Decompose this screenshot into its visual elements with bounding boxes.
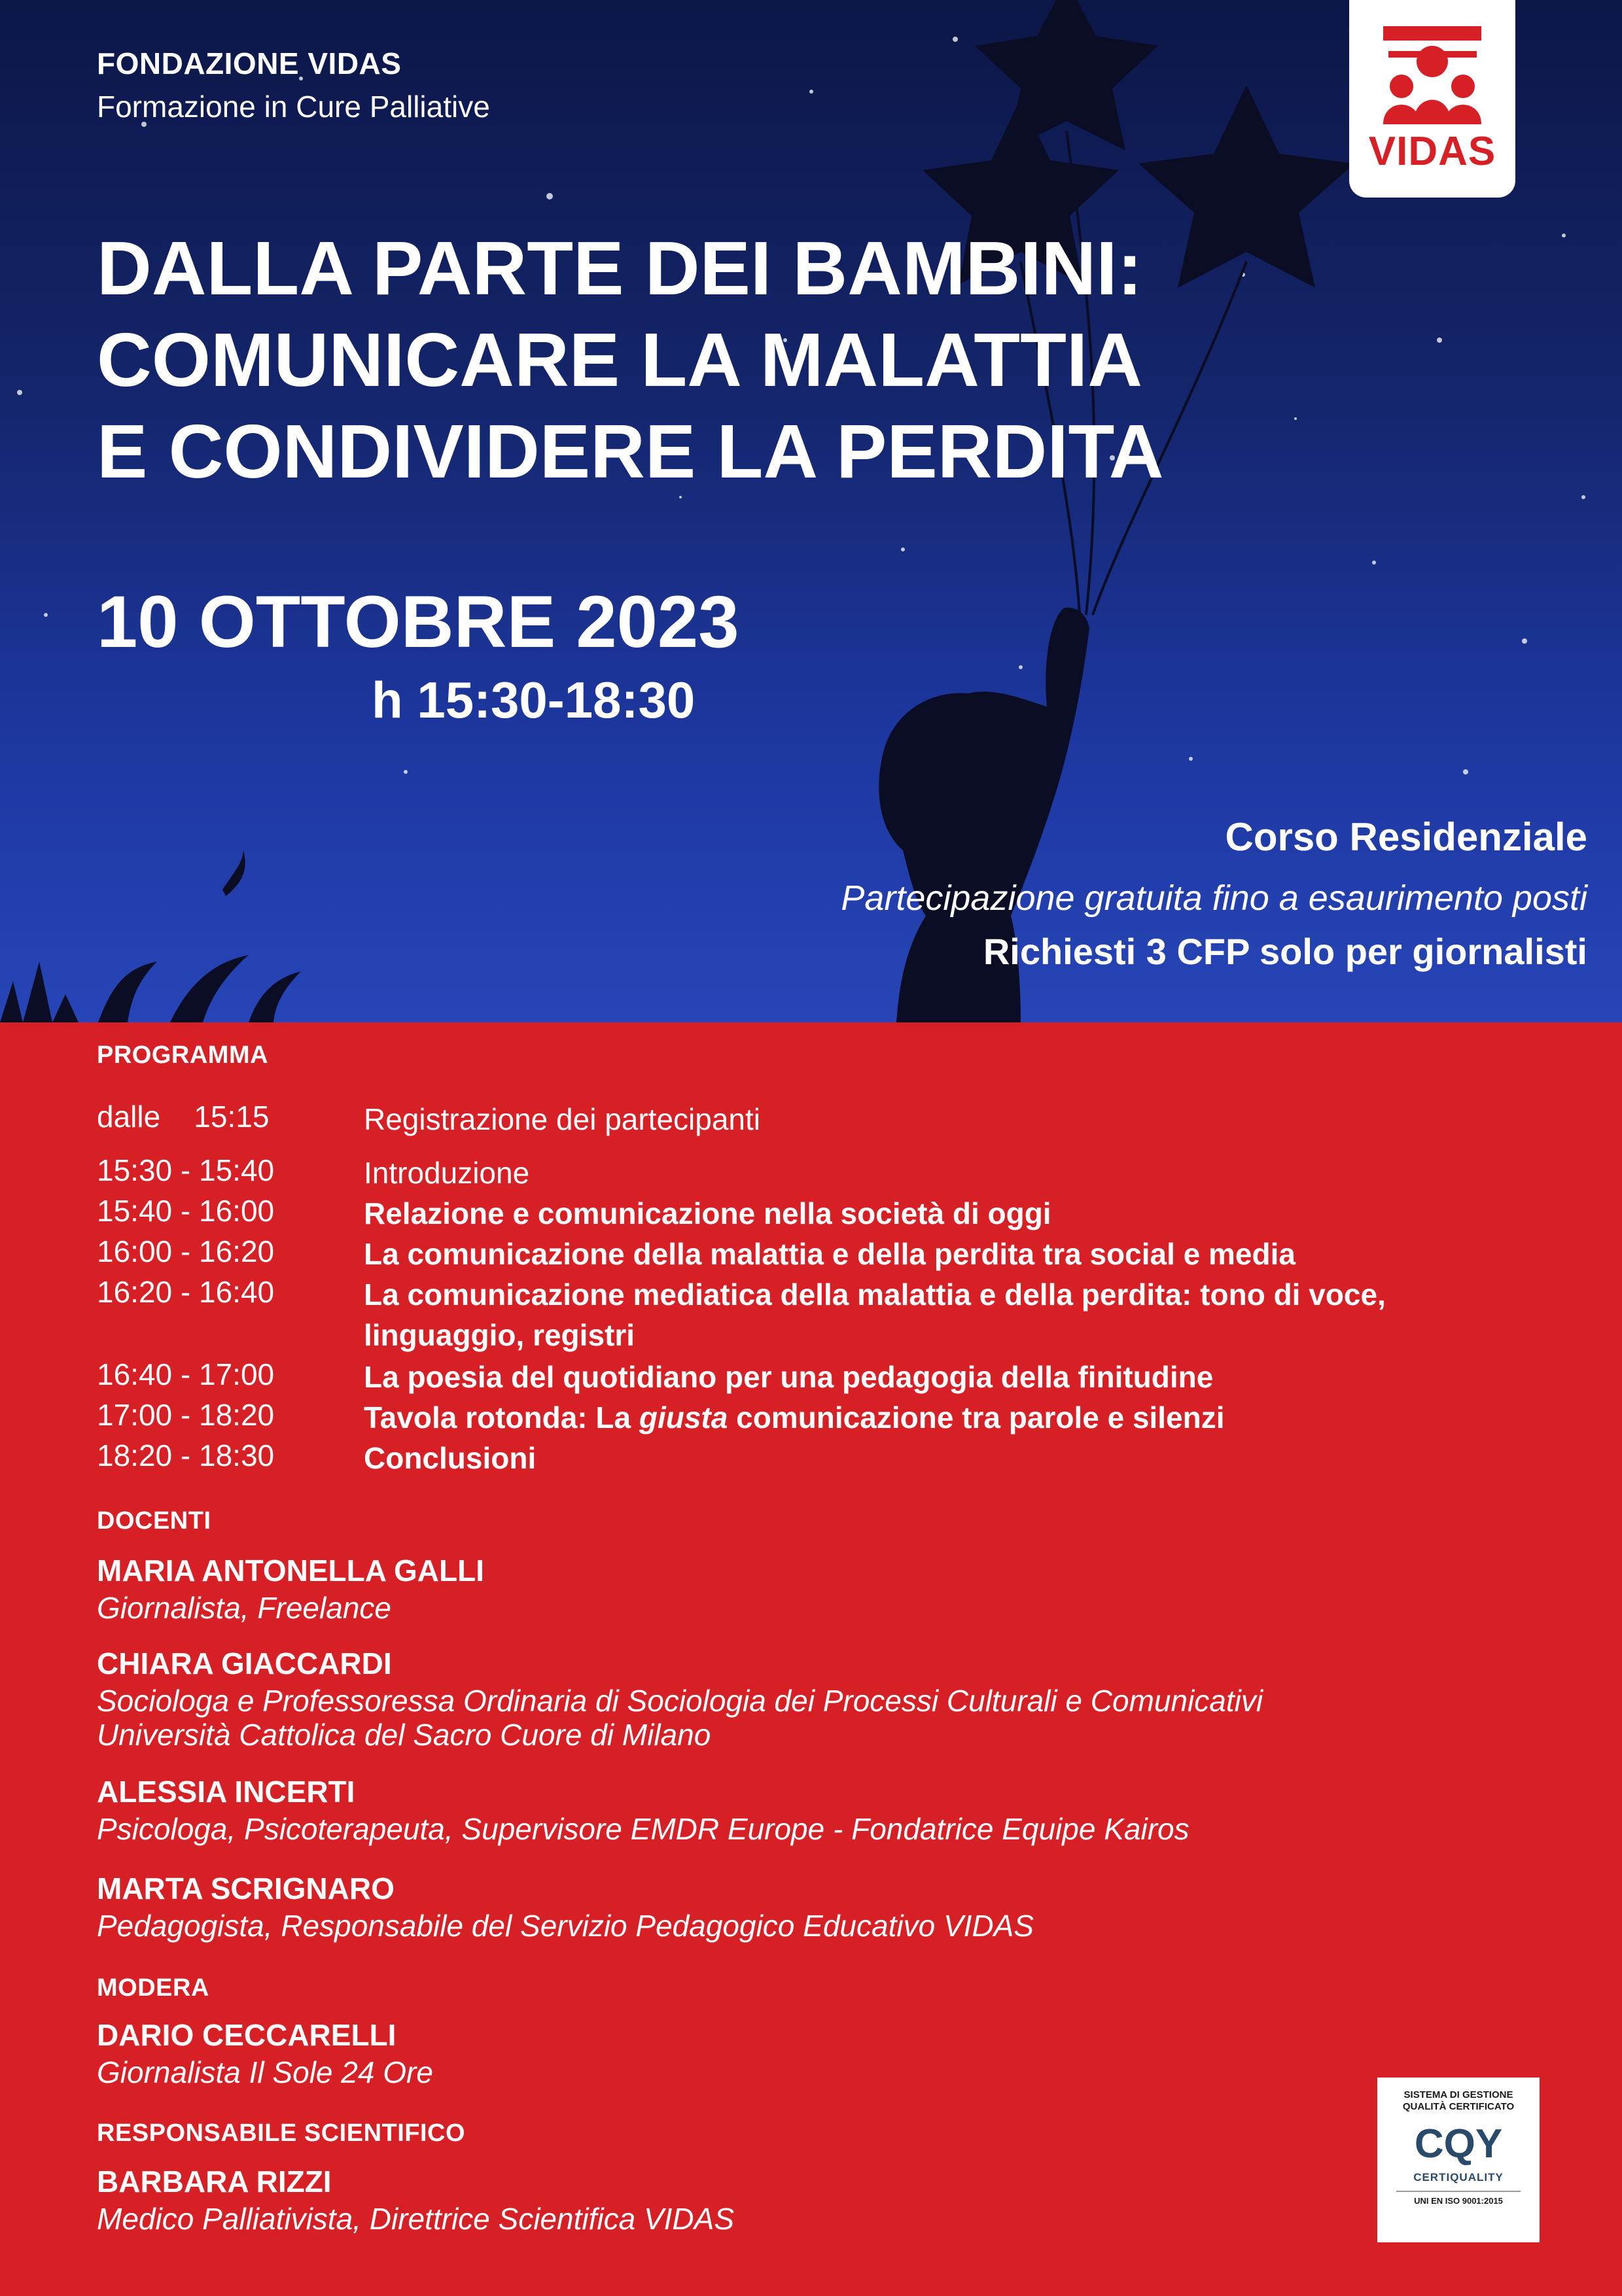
program-label-part: comunicazione tra parole e silenzi (728, 1400, 1225, 1435)
program-item (97, 1274, 1569, 1352)
program-item (97, 1397, 1569, 1438)
moderator-name: DARIO CECCARELLI (97, 2018, 397, 2052)
event-date: 10 OTTOBRE 2023 (97, 581, 739, 663)
program-label: Introduzione (364, 1156, 530, 1190)
faculty-member (97, 1871, 1405, 1943)
faculty-role-line-2: Università Cattolica del Sacro Cuore di Milano (97, 1718, 711, 1752)
course-type: Corso Residenziale (1225, 815, 1587, 859)
program-label: La poesia del quotidiano per una pedagogia della finitudine (364, 1360, 1214, 1394)
program-item (97, 1153, 1569, 1193)
program-label: Conclusioni (364, 1441, 537, 1475)
program-label: Relazione e comunicazione nella società di oggi (364, 1196, 1051, 1230)
cert-brand: CERTIQUALITY (1413, 2171, 1504, 2183)
faculty-role-line-1: Sociologa e Professoressa Ordinaria di Sociologia dei Processi Culturali e Comunicativi (97, 1684, 1263, 1718)
faculty-name: MARTA SCRIGNARO (97, 1871, 395, 1905)
grass-silhouette (0, 850, 301, 1022)
moderator-heading: MODERA (97, 1974, 209, 2002)
hero-section (0, 0, 1622, 1022)
participation-note: Partecipazione gratuita fino a esaurimento posti (841, 878, 1587, 918)
faculty-heading: DOCENTI (97, 1507, 211, 1535)
course-info (841, 814, 1587, 973)
program-time: 16:20 - 16:40 (97, 1275, 275, 1309)
cert-line-2: QUALITÀ CERTIFICATO (1402, 2101, 1515, 2112)
faculty-member (97, 1553, 1405, 1625)
cert-divider (1396, 2191, 1521, 2192)
program-item (97, 1193, 1569, 1234)
program-label: La comunicazione mediatica della malattia e della perdita: tono di voce, linguaggio, registri (364, 1278, 1386, 1352)
faculty-member (97, 1646, 1405, 1752)
program-label-part: Tavola rotonda: La (364, 1400, 639, 1435)
vidas-logo-icon (1349, 0, 1515, 131)
program-label: La comunicazione della malattia e della perdita tra social e media (364, 1237, 1296, 1271)
scientific-lead-role: Medico Palliativista, Direttrice Scientifica VIDAS (97, 2202, 734, 2236)
cert-standard: UNI EN ISO 9001:2015 (1414, 2196, 1503, 2206)
faculty-name: ALESSIA INCERTI (97, 1775, 355, 1809)
event-title-line-3: E CONDIVIDERE LA PERDITA (97, 409, 1164, 494)
faculty-name: MARIA ANTONELLA GALLI (97, 1554, 484, 1588)
cqy-mark-icon (1377, 2119, 1540, 2168)
program-time: 16:40 - 17:00 (97, 1357, 275, 1391)
scientific-lead (97, 2164, 1405, 2236)
vidas-logo (1349, 0, 1515, 198)
organization-department: Formazione in Cure Palliative (97, 90, 490, 124)
cert-line-1: SISTEMA DI GESTIONE (1403, 2089, 1513, 2100)
program-item (97, 1357, 1569, 1397)
cert-mark-text: CQY (1414, 2121, 1503, 2165)
program-item (97, 1438, 1569, 1478)
program-time: 15:40 - 16:00 (97, 1194, 275, 1228)
program-time: 17:00 - 18:20 (97, 1398, 275, 1432)
program-time: 18:20 - 18:30 (97, 1438, 275, 1472)
program-time: dalle 15:15 (97, 1100, 270, 1134)
program-label: Registrazione dei partecipanti (364, 1102, 761, 1136)
program-label-emphasis: giusta (639, 1400, 728, 1435)
organization-block (97, 46, 490, 124)
faculty-member (97, 1774, 1405, 1846)
certiquality-badge (1377, 2078, 1540, 2242)
faculty-name: CHIARA GIACCARDI (97, 1646, 392, 1680)
faculty-role: Pedagogista, Responsabile del Servizio Pedagogico Educativo VIDAS (97, 1909, 1034, 1943)
program-time: 15:30 - 15:40 (97, 1153, 275, 1187)
scientific-lead-name: BARBARA RIZZI (97, 2165, 332, 2199)
event-title-line-1: DALLA PARTE DEI BAMBINI: (97, 226, 1143, 311)
moderator (97, 2017, 1405, 2089)
credits-note: Richiesti 3 CFP solo per giornalisti (983, 931, 1587, 972)
faculty-role: Giornalista, Freelance (97, 1591, 391, 1625)
scientific-lead-heading: RESPONSABILE SCIENTIFICO (97, 2119, 466, 2147)
moderator-role: Giornalista Il Sole 24 Ore (97, 2055, 433, 2089)
program-heading: PROGRAMMA (97, 1041, 269, 1069)
event-title (97, 222, 1275, 497)
event-title-line-2: COMUNICARE LA MALATTIA (97, 317, 1143, 402)
program-label (364, 1397, 1542, 1438)
event-hours: h 15:30-18:30 (372, 671, 696, 729)
organization-name: FONDAZIONE VIDAS (97, 46, 402, 80)
program-item (97, 1099, 1569, 1139)
program-time: 16:00 - 16:20 (97, 1234, 275, 1268)
program-item (97, 1234, 1569, 1274)
faculty-role: Psicologa, Psicoterapeuta, Supervisore EMDR Europe - Fondatrice Equipe Kairos (97, 1812, 1190, 1846)
logo-wordmark: VIDAS (1368, 129, 1496, 174)
